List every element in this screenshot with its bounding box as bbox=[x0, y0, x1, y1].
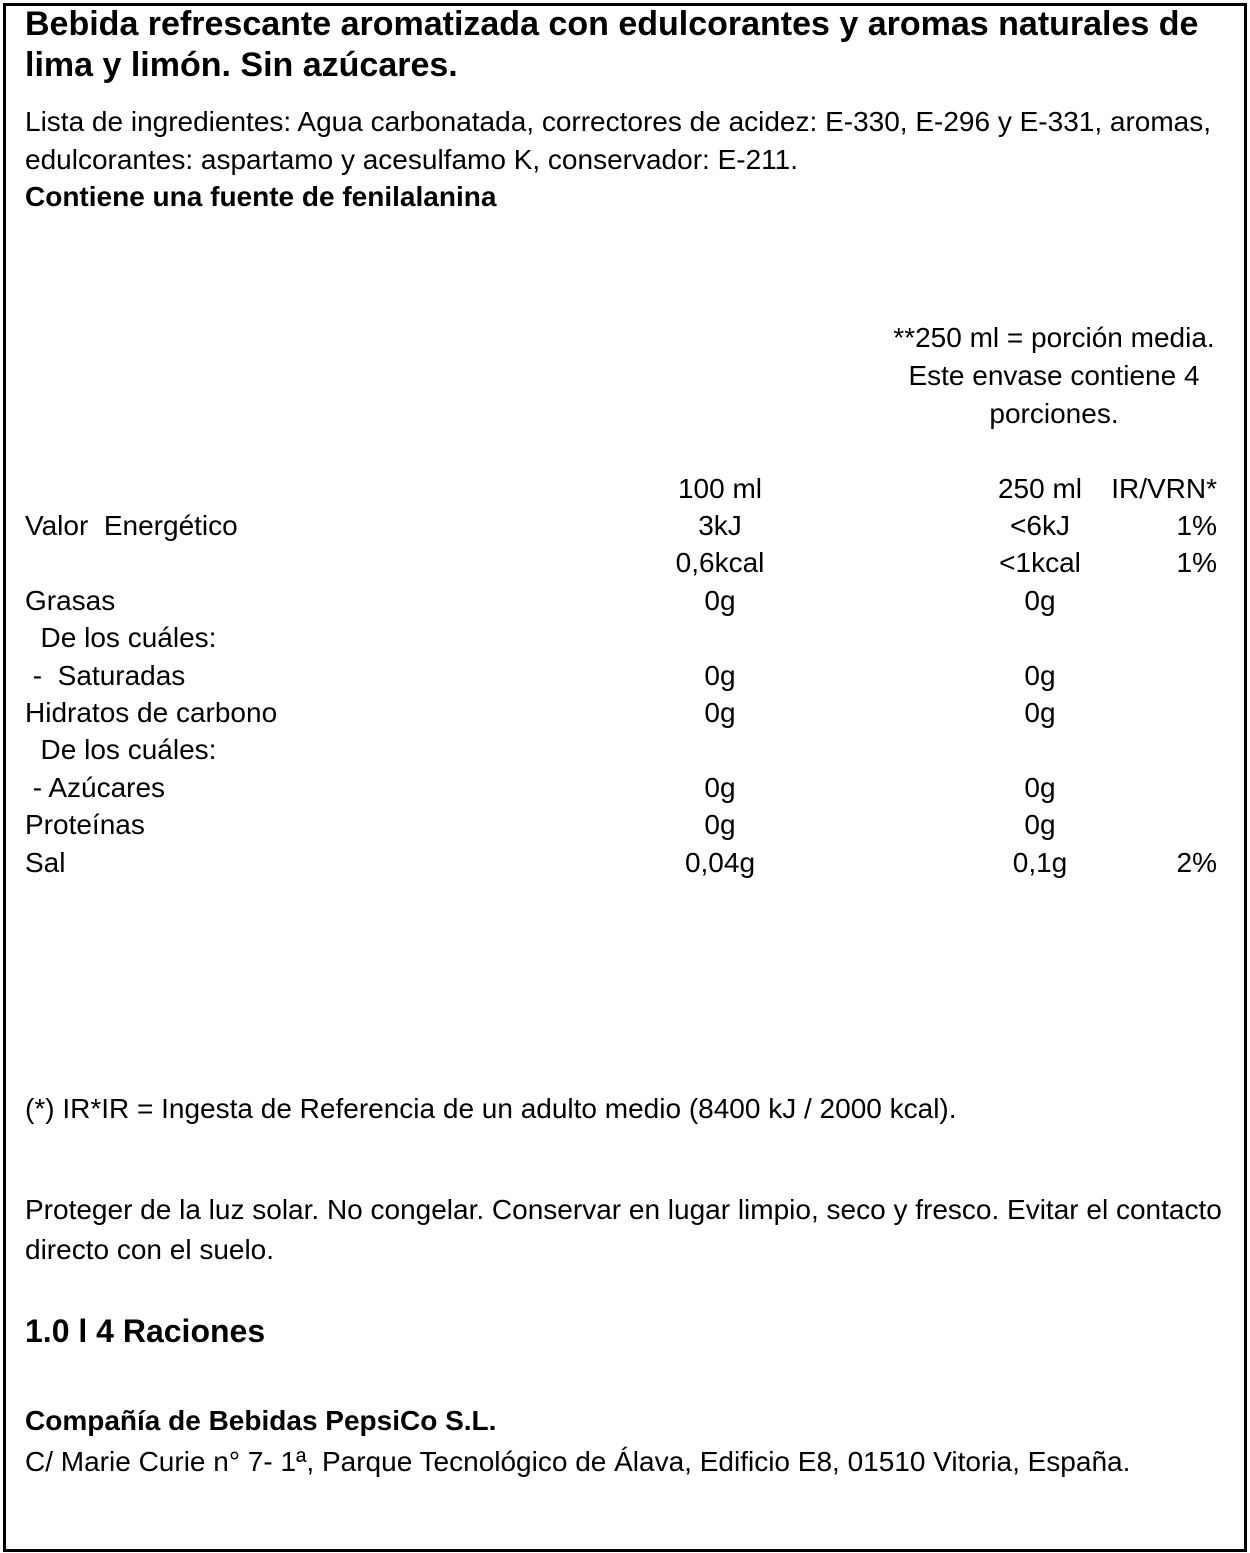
company-name: Compañía de Bebidas PepsiCo S.L. bbox=[25, 1405, 497, 1436]
nutrition-row bbox=[0, 544, 1250, 581]
nutrition-row bbox=[0, 844, 1250, 881]
nutrition-row bbox=[0, 619, 1250, 656]
nutrient-label: Valor Energético bbox=[25, 510, 238, 541]
value-100ml: 3kJ bbox=[698, 510, 742, 541]
nutrition-row bbox=[0, 582, 1250, 619]
value-100ml: 0,04g bbox=[684, 846, 756, 878]
value-ir-vrn: 1% bbox=[1176, 547, 1217, 579]
nutrient-label: Sal bbox=[25, 846, 66, 878]
header-100ml: 100 ml bbox=[677, 473, 763, 504]
nutrition-row bbox=[0, 769, 1250, 806]
nutrition-row bbox=[0, 694, 1250, 731]
value-250ml: <1kcal bbox=[999, 547, 1081, 579]
value-100ml: 0g bbox=[704, 771, 736, 803]
volume-servings: 1.0 l 4 Raciones bbox=[25, 1313, 266, 1349]
value-100ml: 0g bbox=[704, 659, 736, 691]
value-250ml: 0g bbox=[1024, 697, 1056, 728]
storage-instructions: Proteger de la luz solar. No congelar. Conservar en lugar limpio, seco y fresco. Evitar el contacto directo con el suelo. bbox=[25, 1194, 1222, 1265]
value-250ml: 0g bbox=[1024, 659, 1056, 691]
nutrient-label: De los cuáles: bbox=[25, 734, 217, 766]
nutrition-table bbox=[0, 507, 1250, 887]
nutrient-label: Proteínas bbox=[25, 809, 145, 841]
value-100ml: 0,6kcal bbox=[675, 547, 765, 579]
value-100ml: 0g bbox=[704, 809, 736, 841]
ingredients-list: Lista de ingredientes: Agua carbonatada, correctores de acidez: E-330, E-296 y E-331, aromas, edulcorantes: aspartamo y acesulfamo K, conservador: E-211. bbox=[25, 106, 1212, 175]
nutrient-label: - Saturadas bbox=[25, 659, 186, 691]
value-250ml: 0,1g bbox=[1012, 846, 1068, 878]
header-ir-vrn: IR/VRN* bbox=[1111, 473, 1217, 504]
value-250ml: 0g bbox=[1024, 771, 1056, 803]
value-ir-vrn: 2% bbox=[1176, 846, 1217, 878]
product-title: Bebida refrescante aromatizada con edulcorantes y aromas naturales de lima y limón. Sin azúcares. bbox=[25, 5, 1199, 84]
value-250ml: 0g bbox=[1024, 809, 1056, 841]
nutrition-row bbox=[0, 806, 1250, 843]
nutrient-label: Hidratos de carbono bbox=[25, 697, 278, 728]
ir-footnote: (*) IR*IR = Ingesta de Referencia de un adulto medio (8400 kJ / 2000 kcal). bbox=[25, 1093, 957, 1124]
value-250ml: <6kJ bbox=[1010, 510, 1070, 541]
nutrition-row bbox=[0, 657, 1250, 694]
company-address: C/ Marie Curie n° 7- 1ª, Parque Tecnológico de Álava, Edificio E8, 01510 Vitoria, España. bbox=[25, 1446, 1131, 1477]
portion-note-line1: **250 ml = porción media. bbox=[893, 322, 1215, 353]
nutrient-label: De los cuáles: bbox=[25, 622, 217, 654]
nutrient-label: - Azúcares bbox=[25, 771, 166, 803]
value-ir-vrn: 1% bbox=[1176, 510, 1217, 541]
portion-note-line3: porciones. bbox=[989, 398, 1119, 429]
portion-note-line2: Este envase contiene 4 bbox=[908, 360, 1200, 391]
nutrient-label: Grasas bbox=[25, 584, 116, 616]
value-100ml: 0g bbox=[704, 697, 736, 728]
portion-note bbox=[860, 319, 1248, 433]
nutrition-row bbox=[0, 507, 1250, 544]
header-250ml: 250 ml bbox=[997, 473, 1083, 504]
value-250ml: 0g bbox=[1024, 584, 1056, 616]
value-100ml: 0g bbox=[704, 584, 736, 616]
nutrition-row bbox=[0, 731, 1250, 768]
phenylalanine-warning: Contiene una fuente de fenilalanina bbox=[25, 181, 497, 212]
